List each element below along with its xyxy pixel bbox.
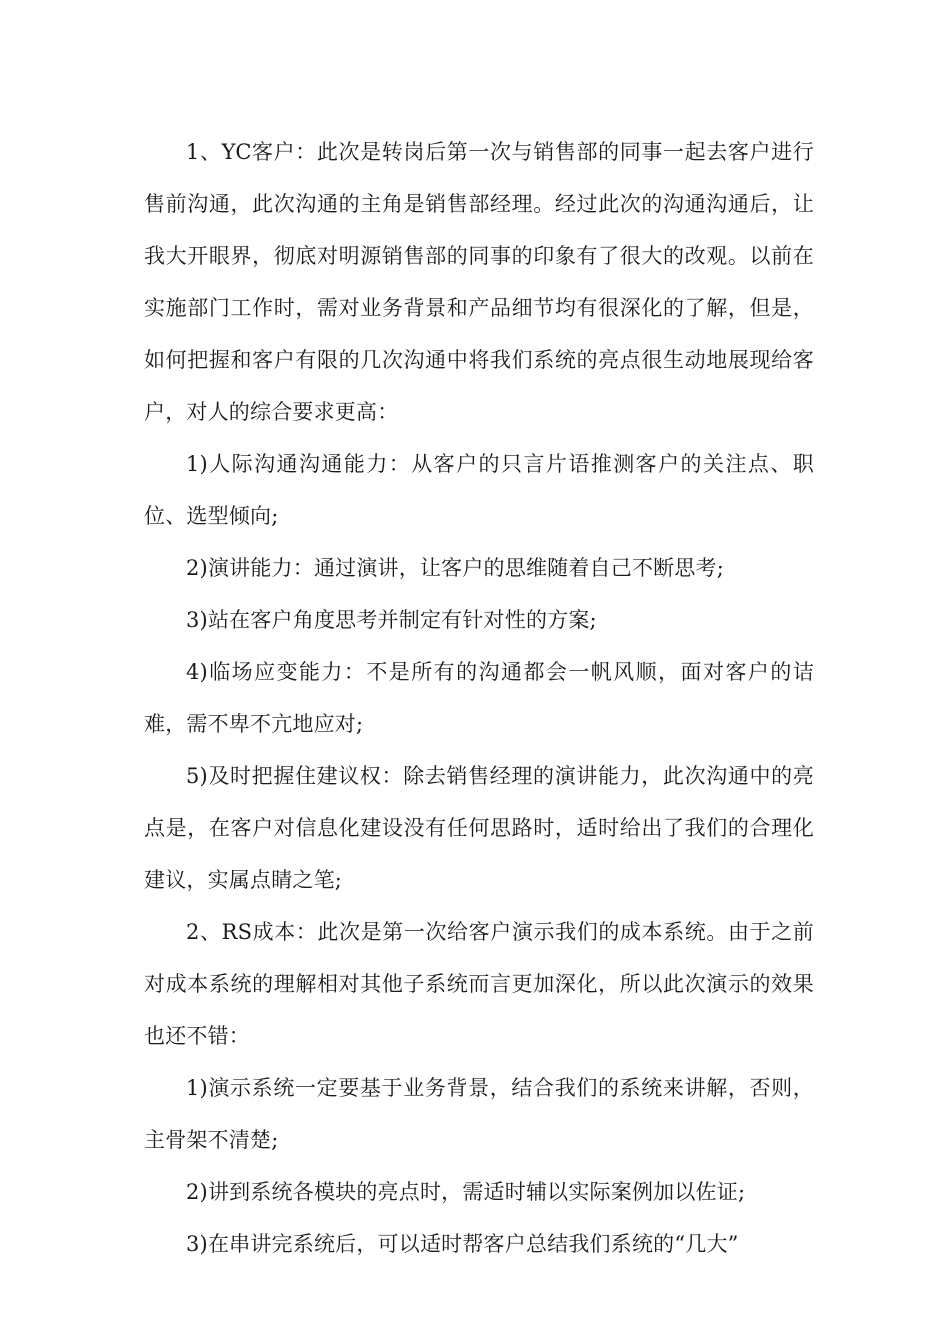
document-body — [144, 126, 814, 1270]
paragraph-rs-cost: 2、RS成本：此次是第一次给客户演示我们的成本系统。由于之前对成本系统的理解相对其他子系统而言更加深化，所以此次演示的效果也还不错： — [144, 920, 814, 1048]
paragraph-summary: 3)在串讲完系统后，可以适时帮客户总结我们系统的“几大” — [186, 1232, 739, 1256]
paragraph-speech-skill: 2)演讲能力：通过演讲，让客户的思维随着自己不断思考; — [186, 556, 725, 580]
paragraph-adaptability: 4)临场应变能力：不是所有的沟通都会一帆风顺，面对客户的诘难，需不卑不亢地应对; — [144, 660, 814, 736]
paragraph-communication-skill: 1)人际沟通沟通能力：从客户的只言片语推测客户的关注点、职位、选型倾向; — [144, 452, 814, 528]
paragraph-customer-perspective: 3)站在客户角度思考并制定有针对性的方案; — [186, 608, 597, 632]
paragraph-business-background: 1)演示系统一定要基于业务背景，结合我们的系统来讲解，否则，主骨架不清楚; — [144, 1076, 814, 1152]
paragraph-advice-right: 5)及时把握住建议权：除去销售经理的演讲能力，此次沟通中的亮点是，在客户对信息化建设没有任何思路时，适时给出了我们的合理化建议，实属点睛之笔; — [144, 764, 814, 892]
paragraph-case-evidence: 2)讲到系统各模块的亮点时，需适时辅以实际案例加以佐证; — [186, 1180, 746, 1204]
paragraph-yc-client: 1、YC客户：此次是转岗后第一次与销售部的同事一起去客户进行售前沟通，此次沟通的主角是销售部经理。经过此次的沟通沟通后，让我大开眼界，彻底对明源销售部的同事的印象有了很大的改观。以前在实施部门工作时，需对业务背景和产品细节均有很深化的了解，但是，如何把握和客户有限的几次沟通中将我们系统的亮点很生动地展现给客户，对人的综合要求更高： — [144, 140, 814, 424]
